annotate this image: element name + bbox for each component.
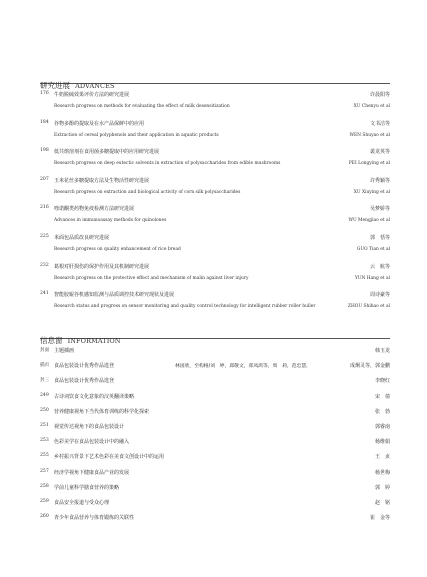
page-number: 257 [40,468,49,474]
article-title-zh[interactable]: 玉米花丝多糖提取方法及生物活性研究进展 [54,177,150,184]
article-title-zh[interactable]: 低共熔溶剂在食用菌多糖提取中的应用研究进展 [54,149,160,156]
page-number: 198 [40,148,49,154]
information-author: 张 勃 [374,408,390,415]
article-author-en: ZHOU Shihao et al [347,304,390,310]
information-title[interactable]: 主题插画 [54,348,75,354]
advances-title-en: ADVANCES [75,82,115,90]
advance-entry-zh[interactable] [40,234,390,244]
article-title-zh[interactable]: 葛根对肝损伤的保护作用及其机制研究进展 [54,263,150,270]
information-title[interactable]: 青少年食品营养与体育锻炼的关联性 [54,515,135,522]
page-number: 封三 [40,378,50,384]
page-number: 249 [40,392,49,398]
information-entry[interactable] [40,347,390,357]
information-author: 王 贞 [374,454,390,461]
information-entry[interactable] [40,453,390,463]
information-entry[interactable] [40,499,390,509]
article-title-zh[interactable]: 喹诺酮类药物免疫检测方法研究进展 [54,206,135,213]
advance-entry-zh[interactable] [40,177,390,187]
information-author: 赵 铭 [374,500,390,506]
information-title-en: INFORMATION [67,337,121,345]
page-number: 241 [40,291,49,297]
page-number: 封面 [40,348,50,353]
advance-entry-en[interactable] [40,304,390,314]
information-entry[interactable] [40,393,390,403]
article-author-zh: 文书洁等 [369,120,390,127]
article-author-en: XU Chenyu et al [353,104,390,109]
information-title[interactable]: 食品包装设计优秀作品选登 [54,378,115,385]
information-author: 宋 倩 [374,393,390,400]
advance-entry-en[interactable] [40,104,390,114]
information-title[interactable]: 古诗词饮食文化意象的汉英翻译策略 [54,393,135,400]
article-author-en: GUO Tian et al [356,247,390,252]
page-number: 225 [40,234,49,239]
information-author: 韩玉龙 [374,348,390,354]
article-title-zh[interactable]: 米面包品质改良研究进展 [54,235,110,241]
information-contributors: 林国欣，至构格/刘 婷，邱敬文，郑凤鸿等，周 莉，范忠慧， [175,364,311,370]
information-title[interactable]: 学前儿童科学膳食营养的策略 [54,484,120,491]
information-entry[interactable] [40,484,390,494]
article-title-en[interactable]: Extraction of cereal polyphenols and their application in aquatic products [54,132,219,138]
article-author-zh: 许晨阳等 [369,92,390,98]
advance-entry-en[interactable] [40,133,390,143]
advance-entry-zh[interactable] [40,291,390,301]
article-title-zh[interactable]: 牛奶脱硫效果评价方法的研究进展 [54,92,130,98]
article-author-en: PEI Longying et al [348,161,390,167]
article-author-en: WEN Shuyao et al [349,132,390,138]
information-title[interactable]: 食品安全报道与受众心理 [54,500,110,506]
article-author-zh: 裴龙英等 [369,149,390,156]
advance-entry-en[interactable] [40,190,390,200]
information-author: 杨维娟 [374,439,390,446]
page-number: 259 [40,499,49,504]
advance-entry-en[interactable] [40,247,390,257]
information-title[interactable]: 乡村振兴背景下艺术色彩在美食文创设计中的运用 [54,454,165,461]
information-author: 李晓红 [374,378,390,385]
information-entry[interactable] [40,362,390,372]
article-author-en: YUN Hang et al [354,275,390,281]
information-title[interactable]: 营养健康视角下当代体育训练的科学化探索 [54,408,150,415]
information-title[interactable]: 视觉传达视角下的食品包装设计 [54,424,125,430]
page-number: 250 [40,407,49,413]
information-entry[interactable] [40,469,390,479]
article-title-en[interactable]: Research progress on deep eutectic solvents in extraction of polysaccharides from edible mushrooms [54,161,281,167]
page-number: 插页 [40,363,50,369]
information-author: 郭睿南 [374,424,390,430]
article-author-zh: 吴梦娇等 [369,206,390,213]
article-author-zh: 云 航等 [369,263,390,270]
information-author: 郭 婷 [374,484,390,491]
advance-entry-en[interactable] [40,161,390,171]
information-title[interactable]: 食品包装设计优秀作品选登 [54,363,115,370]
article-author-zh: 周诗豪等 [369,292,390,299]
article-author-en: XU Xiuying et al [353,189,390,195]
article-author-zh: 郭 恬等 [369,235,390,241]
advance-entry-en[interactable] [40,276,390,286]
article-title-zh[interactable]: 谷物多酚的提取及在水产品保鲜中的应用 [54,120,145,127]
article-title-en[interactable]: Advances in immunoassay methods for quinolones [54,218,167,224]
page-number: 253 [40,438,49,444]
article-title-zh[interactable]: 智能胶辊谷机感知监测与品质调控技术研究现状及进展 [54,292,175,299]
article-author-zh: 许秀颖等 [369,177,390,184]
advance-entry-zh[interactable] [40,263,390,273]
page-number: 260 [40,514,49,520]
page-number: 232 [40,262,49,268]
advance-entry-zh[interactable] [40,205,390,215]
information-entry[interactable] [40,377,390,387]
information-author: 成炯灵等，郭金鹏 [349,363,390,370]
information-entry[interactable] [40,514,390,524]
page-number: 184 [40,119,49,125]
page-number: 258 [40,483,49,489]
article-title-en[interactable]: Research status and progress on sensor monitoring and quality control technology for intelligent rubber roller huller [54,304,316,310]
information-title[interactable]: 色彩美学在食品包装设计中的融入 [54,439,130,446]
information-author: 杨世梅 [374,469,390,476]
information-title[interactable]: 经济学视角下健康食品产业的发展 [54,469,130,476]
page-number: 216 [40,205,49,211]
advances-title-zh: 研究进展 [40,81,70,90]
advance-entry-zh[interactable] [40,148,390,158]
advances-section-header [40,73,390,90]
advance-entry-zh[interactable] [40,120,390,130]
page-number: 176 [40,91,49,96]
information-entry[interactable] [40,438,390,448]
information-entry[interactable] [40,423,390,433]
information-section-header [40,328,390,345]
advance-entry-en[interactable] [40,218,390,228]
article-title-en[interactable]: Research progress on the protective effect and mechanism of malin against liver injury [54,275,249,281]
page-number: 251 [40,423,49,428]
information-author: 崔 金等 [369,515,390,522]
advance-entry-zh[interactable] [40,91,390,101]
page-number: 255 [40,453,49,459]
information-entry[interactable] [40,408,390,418]
article-author-en: WU Mengjiao et al [348,218,390,224]
article-title-en[interactable]: Research progress on methods for evaluating the effect of milk desensitization [54,104,230,109]
page-number: 207 [40,176,49,182]
article-title-en[interactable]: Research progress on extraction and biological activity of corn silk polysaccharides [54,189,241,195]
article-title-en[interactable]: Research progress on quality enhancement of rice bread [54,247,181,252]
information-title-zh: 信息窗 [40,336,63,345]
